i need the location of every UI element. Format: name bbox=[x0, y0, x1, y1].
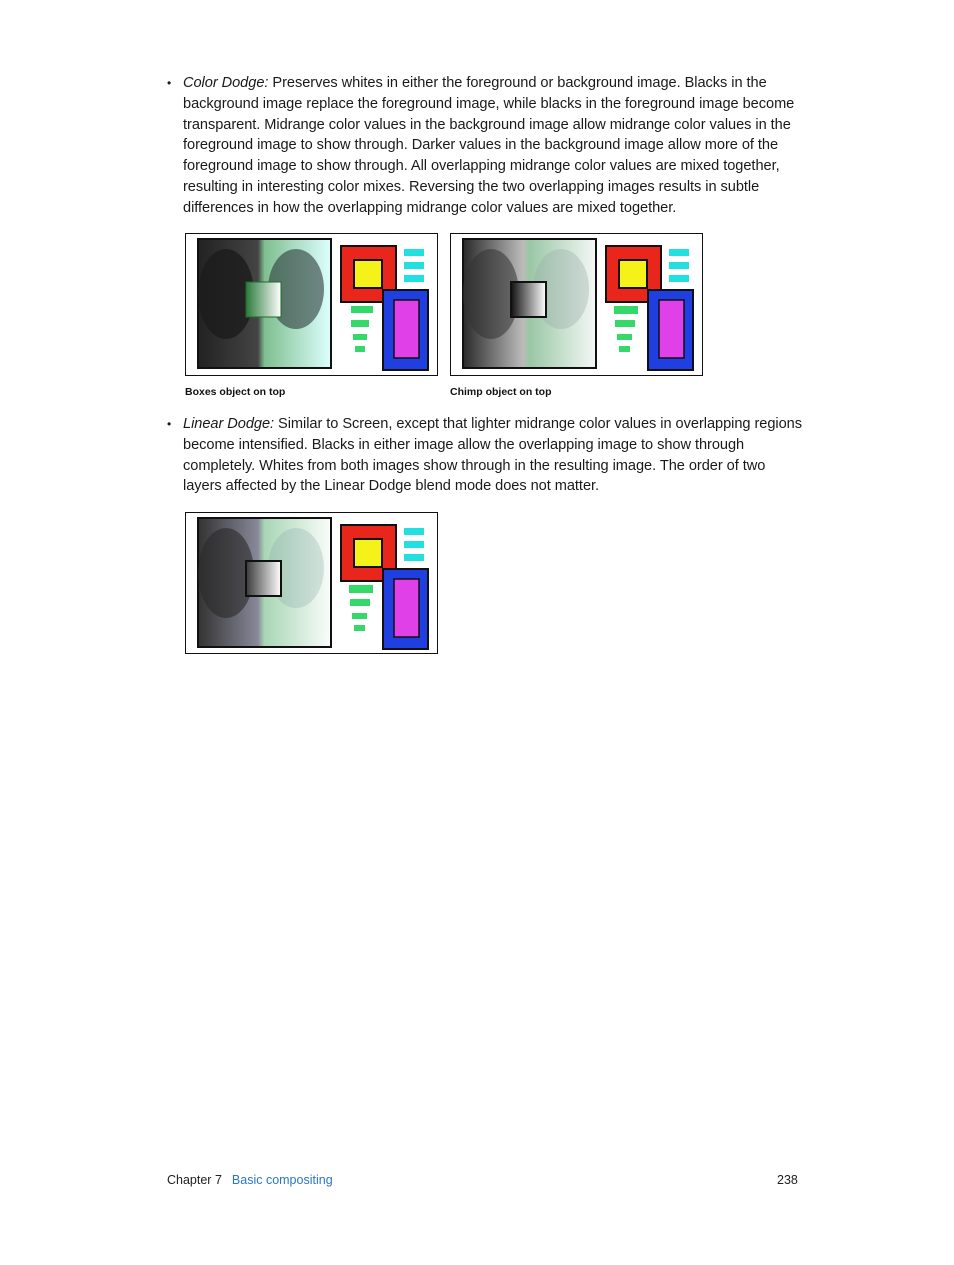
footer-chapter-title-link[interactable]: Basic compositing bbox=[231, 1173, 333, 1187]
figure-linear-dodge bbox=[185, 512, 438, 654]
color-dodge-paragraph bbox=[167, 73, 807, 219]
page-number: 238 bbox=[777, 1173, 798, 1187]
linear-dodge-image bbox=[186, 513, 437, 653]
page-footer bbox=[167, 1173, 333, 1187]
linear-dodge-term: Linear Dodge: bbox=[183, 416, 275, 432]
figure-boxes-on-top bbox=[185, 233, 438, 376]
bullet-marker: • bbox=[167, 76, 172, 90]
color-dodge-term: Color Dodge: bbox=[183, 75, 269, 91]
figure-chimp-on-top bbox=[450, 233, 703, 376]
linear-dodge-paragraph bbox=[167, 414, 807, 497]
linear-dodge-text: Similar to Screen, except that lighter midrange color values in overlapping regions become intensified. Blacks in either image allow the overlapping image to show through completely. Whites from both images show through in the resulting image. The order of two layers affected by the Linear Dodge blend mode does not matter. bbox=[183, 416, 802, 495]
bullet-marker: • bbox=[167, 417, 172, 431]
caption-boxes-on-top: Boxes object on top bbox=[185, 386, 286, 398]
color-dodge-text: Preserves whites in either the foreground or background image. Blacks in the background image replace the foreground image, while blacks in the foreground image become transparent. Midrange color values in the background image allow midrange color values in the foreground image to show through. Darker values in the background image allow more of the foreground image to show through. All overlapping midrange color values are mixed together, resulting in interesting color mixes. Reversing the two overlapping images results in subtle differences in how the overlapping midrange color values are mixed together. bbox=[183, 75, 795, 216]
caption-chimp-on-top: Chimp object on top bbox=[450, 386, 552, 398]
boxes-on-top-image bbox=[186, 234, 437, 375]
chimp-on-top-image bbox=[451, 234, 702, 375]
footer-chapter: Chapter 7 bbox=[167, 1173, 222, 1187]
